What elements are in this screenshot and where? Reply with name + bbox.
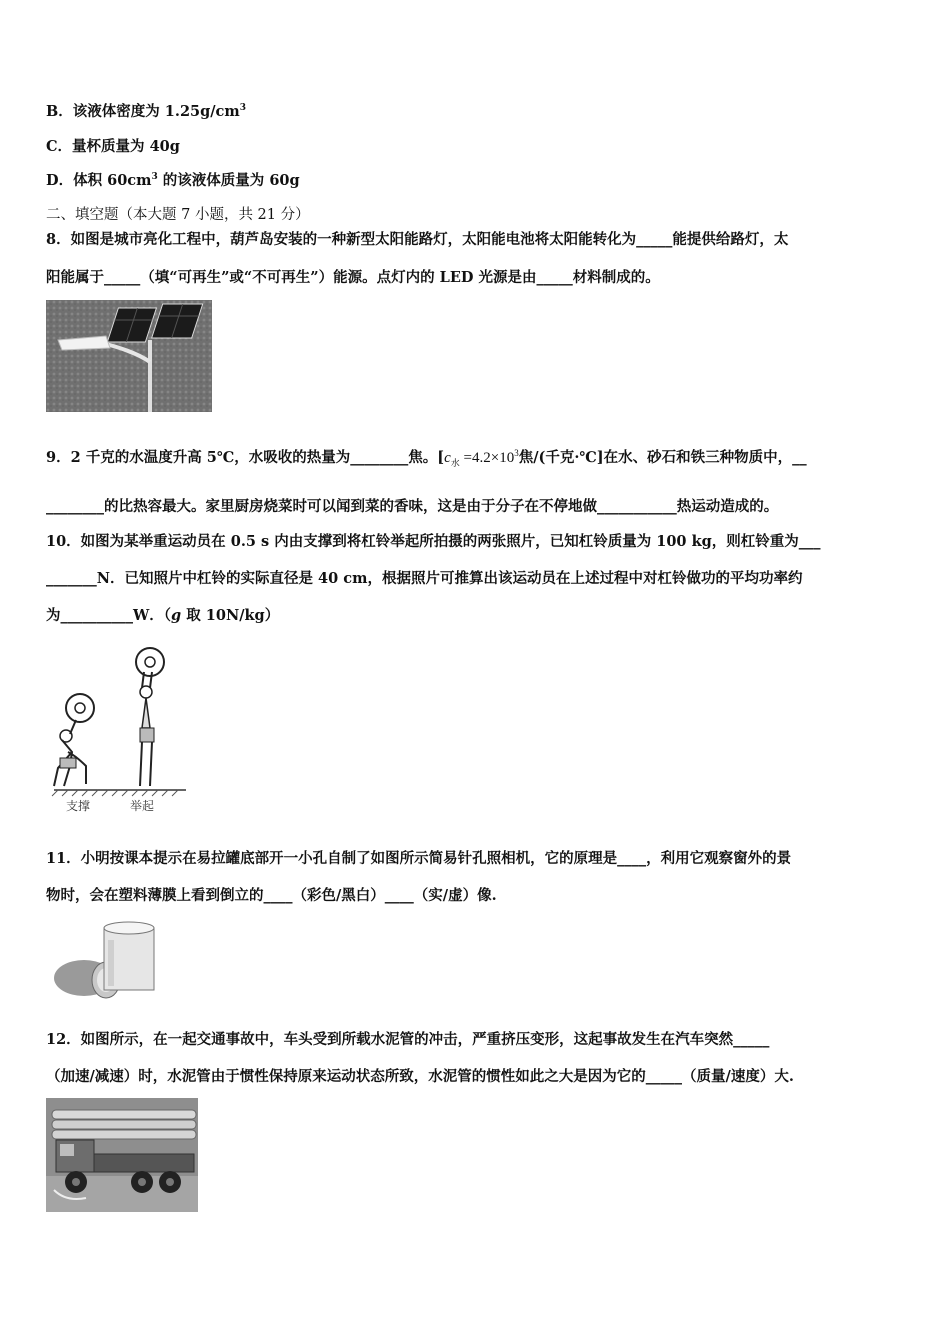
weightlifter-diagram	[46, 640, 196, 816]
caption-lift: 举起	[130, 799, 155, 813]
section-heading: 二、填空题（本大题 7 小题，共 21 分）	[46, 207, 310, 223]
pinhole-camera-photo	[46, 920, 158, 1004]
option-c: C．量杯质量为 40g	[46, 138, 180, 155]
q11-line1: 11．小明按课本提示在易拉罐底部开一小孔自制了如图所示简易针孔照相机，它的原理是____，利用它观察窗外的景	[46, 850, 792, 867]
q12-line2: （加速/减速）时，水泥管由于惯性保持原来运动状态所致，水泥管的惯性如此之大是因为它的_____（质量/速度）大.	[46, 1068, 794, 1085]
q8-line2: 阳能属于_____（填“可再生”或“不可再生”）能源。点灯内的 LED 光源是由_____材料制成的。	[46, 269, 660, 286]
q8-line1: 8．如图是城市亮化工程中，葫芦岛安装的一种新型太阳能路灯，太阳能电池将太阳能转化为_____能提供给路灯，太	[46, 231, 789, 248]
q10-line2: _______N．已知照片中杠铃的实际直径是 40 cm，根据照片可推算出该运动员在上述过程中对杠铃做功的平均功率约	[46, 570, 803, 587]
q11-line2: 物时，会在塑料薄膜上看到倒立的____（彩色/黑白）____（实/虚）像.	[46, 887, 497, 904]
q9-line1: 9．2 千克的水温度升高 5℃，水吸收的热量为________焦。[$c_水 =4.2\times 10^3$焦/(千克·℃]在水、砂石和铁三种物质中，__	[46, 448, 807, 468]
specific-heat-formula: $c_水 =4.2\times 10^3$	[444, 448, 519, 468]
q10-line1: 10．如图为某举重运动员在 0.5 s 内由支撑到将杠铃举起所拍摄的两张照片，已知杠铃质量为 100 kg，则杠铃重为___	[46, 533, 821, 550]
q9-line2: ________的比热容最大。家里厨房烧菜时可以闻到菜的香味，这是由于分子在不停地做___________热运动造成的。	[46, 498, 779, 515]
option-b: B．该液体密度为 $1.25g/cm^3$	[46, 103, 246, 120]
q10-line3: 为__________W．（g 取 10N/kg）	[46, 607, 280, 624]
solar-streetlight-photo	[46, 300, 212, 412]
caption-support: 支撑	[66, 799, 91, 813]
q12-line1: 12．如图所示，在一起交通事故中，车头受到所载水泥管的冲击，严重挤压变形，这起事故发生在汽车突然_____	[46, 1031, 770, 1048]
truck-accident-photo	[46, 1098, 198, 1212]
option-d: D．体积 $60cm^3$ 的该液体质量为 60g	[46, 172, 300, 189]
